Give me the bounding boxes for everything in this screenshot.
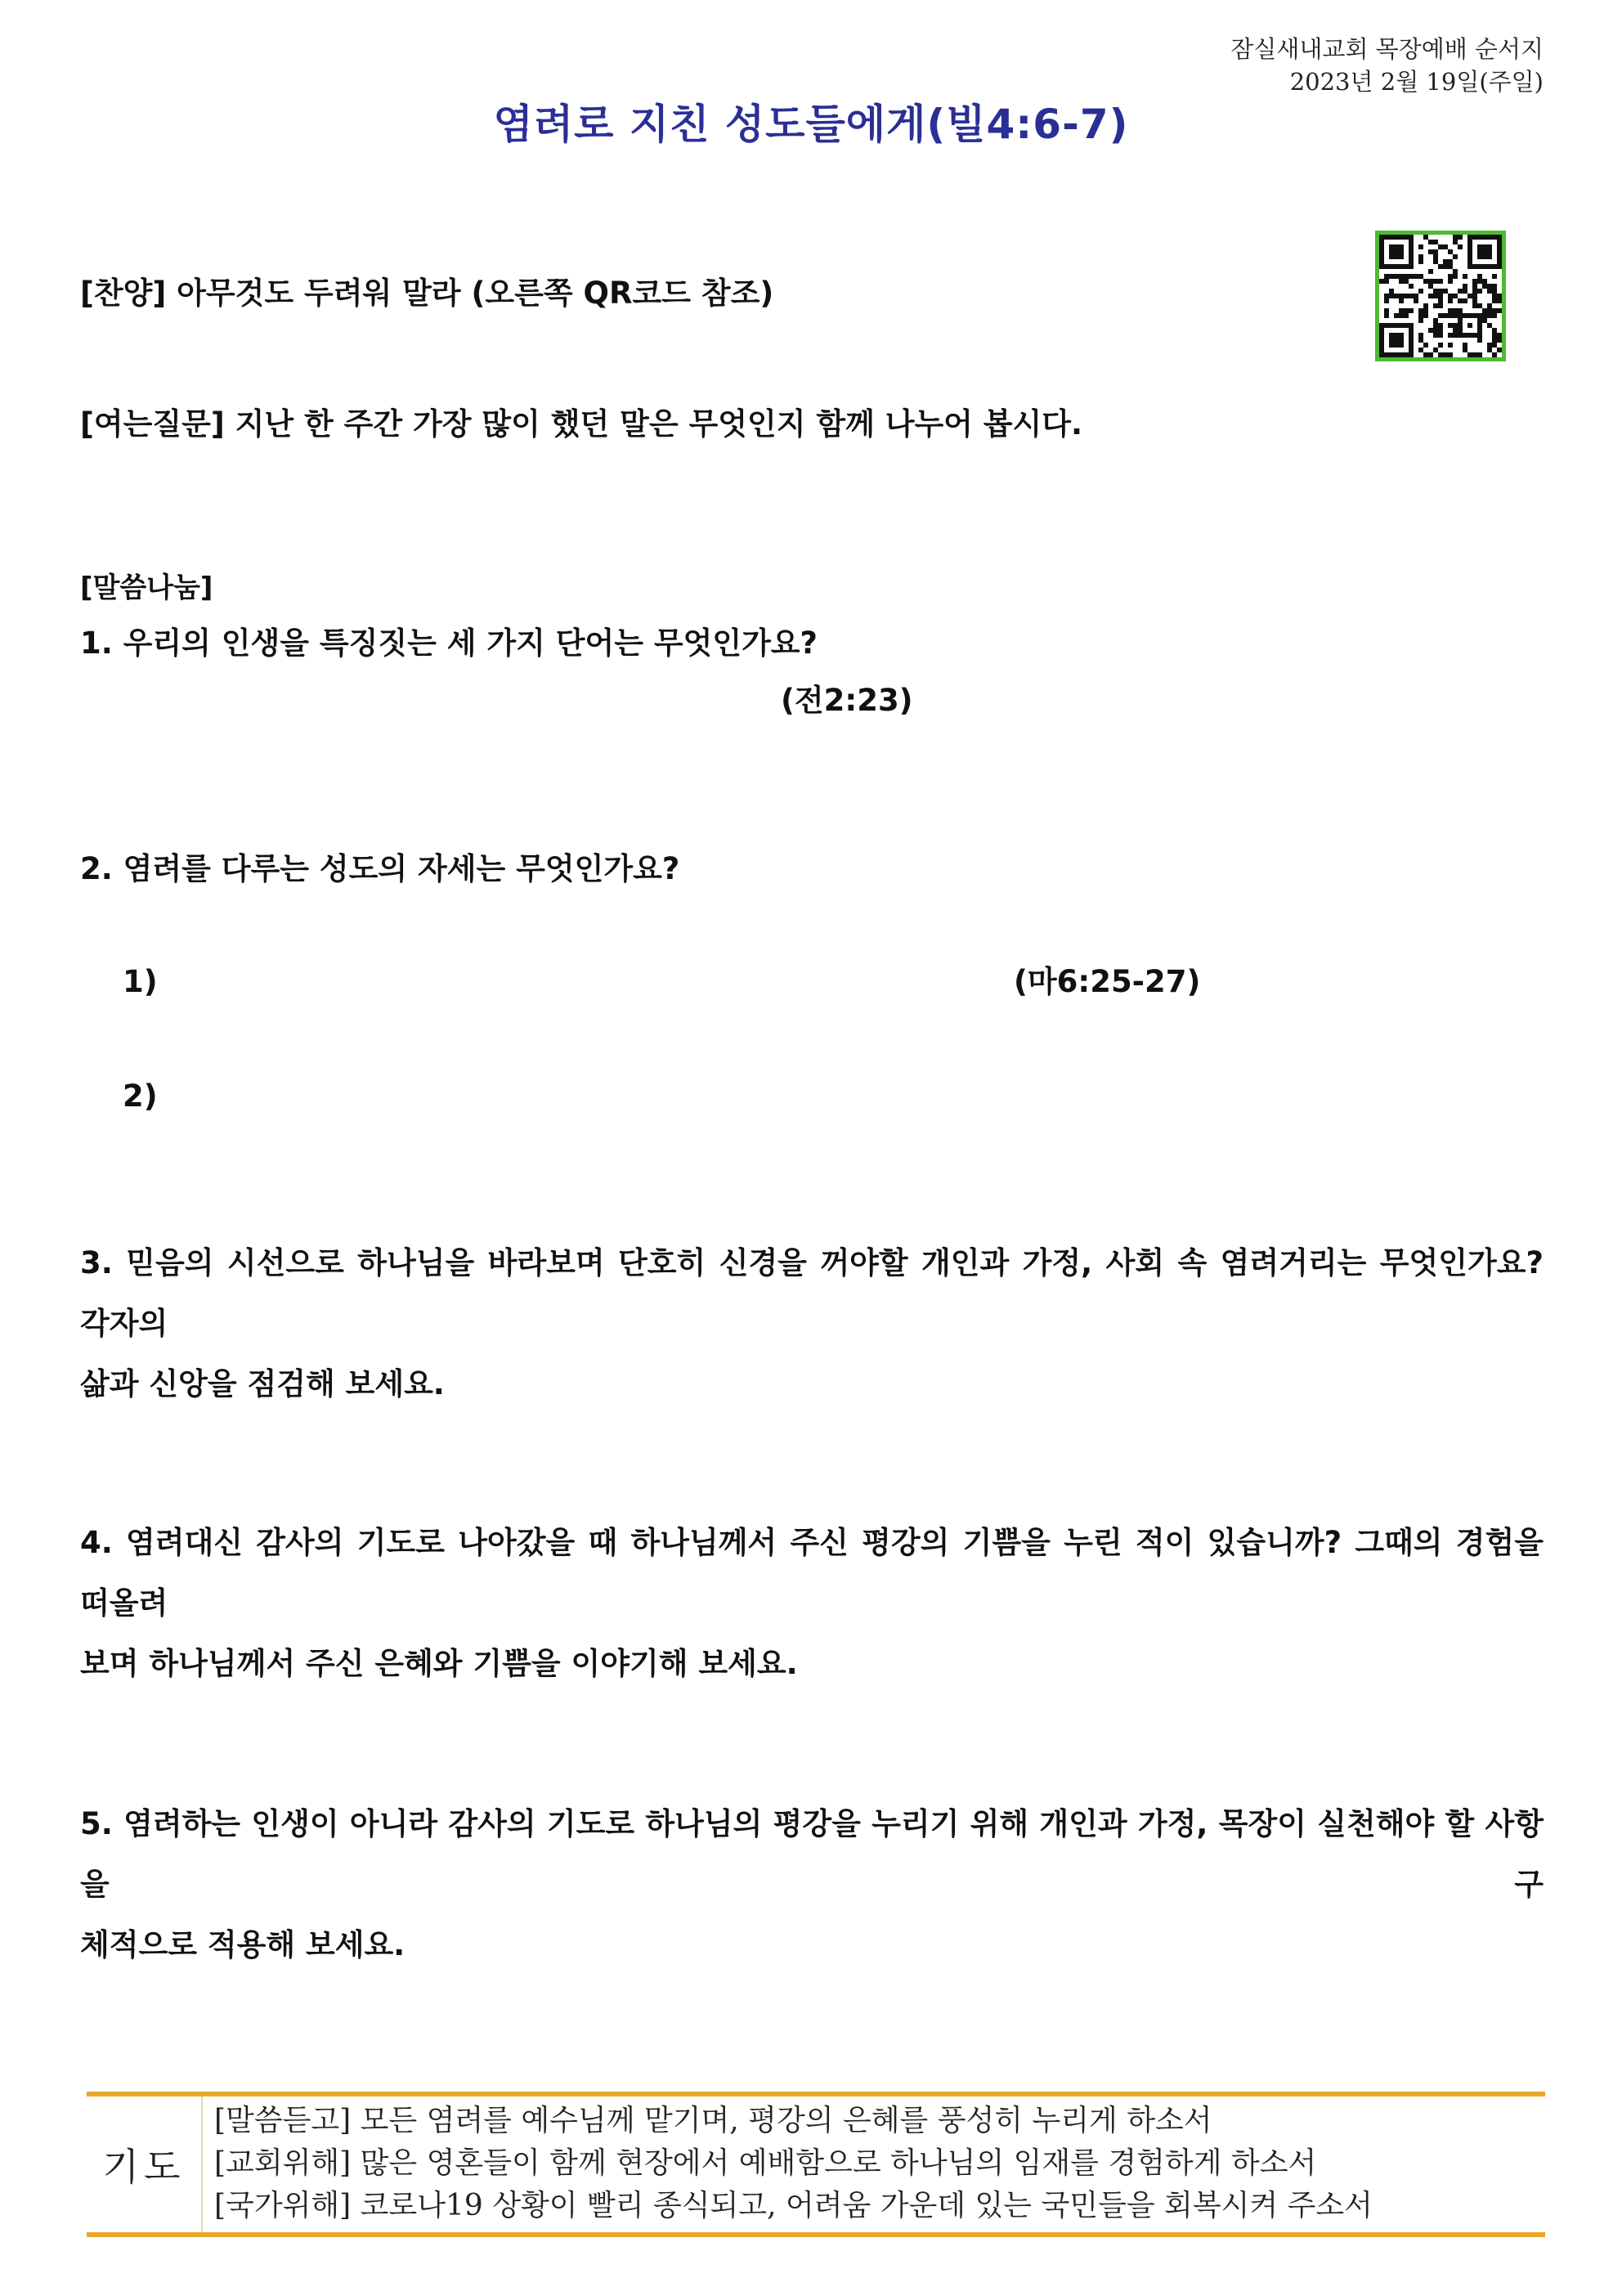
prayer-item-nation: [국가위해] 코로나19 상황이 빨리 종식되고, 어려움 가운데 있는 국민들을 회복시켜 주소서 [214, 2189, 1373, 2222]
prayer-item-church: [교회위해] 많은 영혼들이 함께 현장에서 예배함으로 하나님의 임재를 경험하게 하소서 [214, 2146, 1317, 2180]
prayer-label: 기도 [87, 2096, 203, 2232]
question-5-line-2: 체적으로 적용해 보세요. [80, 1927, 406, 1962]
question-4-line-2: 보며 하나님께서 주신 은혜와 기쁨을 이야기해 보세요. [80, 1646, 798, 1681]
question-3 [80, 1233, 1544, 1415]
qr-code-icon[interactable] [1375, 231, 1506, 361]
question-1: 1. 우리의 인생을 특징짓는 세 가지 단어는 무엇인가요? [80, 626, 818, 661]
question-2-reference: (마6:25-27) [1014, 964, 1201, 999]
question-4-line-1: 4. 염려대신 감사의 기도로 나아갔을 때 하나님께서 주신 평강의 기쁨을 누린 적이 있습니까? 그때의 경험을 떠올려 [80, 1525, 1544, 1621]
prayer-box [87, 2092, 1545, 2237]
question-2-item-2: 2) [123, 1078, 158, 1114]
question-1-reference: (전2:23) [781, 683, 913, 718]
question-5-line-1: 5. 염려하는 인생이 아니라 감사의 기도로 하나님의 평강을 누리기 위해 개인과 가정, 목장이 실천해야 할 사항을 구 [80, 1806, 1544, 1902]
prayer-list [214, 2100, 1373, 2227]
question-3-line-2: 삶과 신앙을 점검해 보세요. [80, 1366, 445, 1401]
church-service-line: 잠실새내교회 목장예배 순서지 [1230, 35, 1544, 63]
service-date: 2023년 2월 19일(주일) [1289, 68, 1544, 96]
prayer-item-word: [말씀듣고] 모든 염려를 예수님께 맡기며, 평강의 은혜를 풍성히 누리게 하소서 [214, 2104, 1212, 2137]
question-2-item-1: 1) [123, 964, 158, 999]
document-header [1230, 33, 1544, 98]
sharing-label: [말씀나눔] [80, 572, 213, 604]
opening-question: [여는질문] 지난 한 주간 가장 많이 했던 말은 무엇인지 함께 나누어 봅시다. [80, 406, 1083, 442]
question-2: 2. 염려를 다루는 성도의 자세는 무엇인가요? [80, 851, 680, 886]
question-4 [80, 1513, 1544, 1694]
question-3-line-1: 3. 믿음의 시선으로 하나님을 바라보며 단호히 신경을 꺼야할 개인과 가정, 사회 속 염려거리는 무엇인가요? 각자의 [80, 1245, 1544, 1341]
praise-line: [찬양] 아무것도 두려워 말라 (오른쪽 QR코드 참조) [80, 276, 774, 311]
page-title: 염려로 지친 성도들에게(빌4:6-7) [493, 101, 1129, 148]
question-5 [80, 1794, 1544, 1975]
